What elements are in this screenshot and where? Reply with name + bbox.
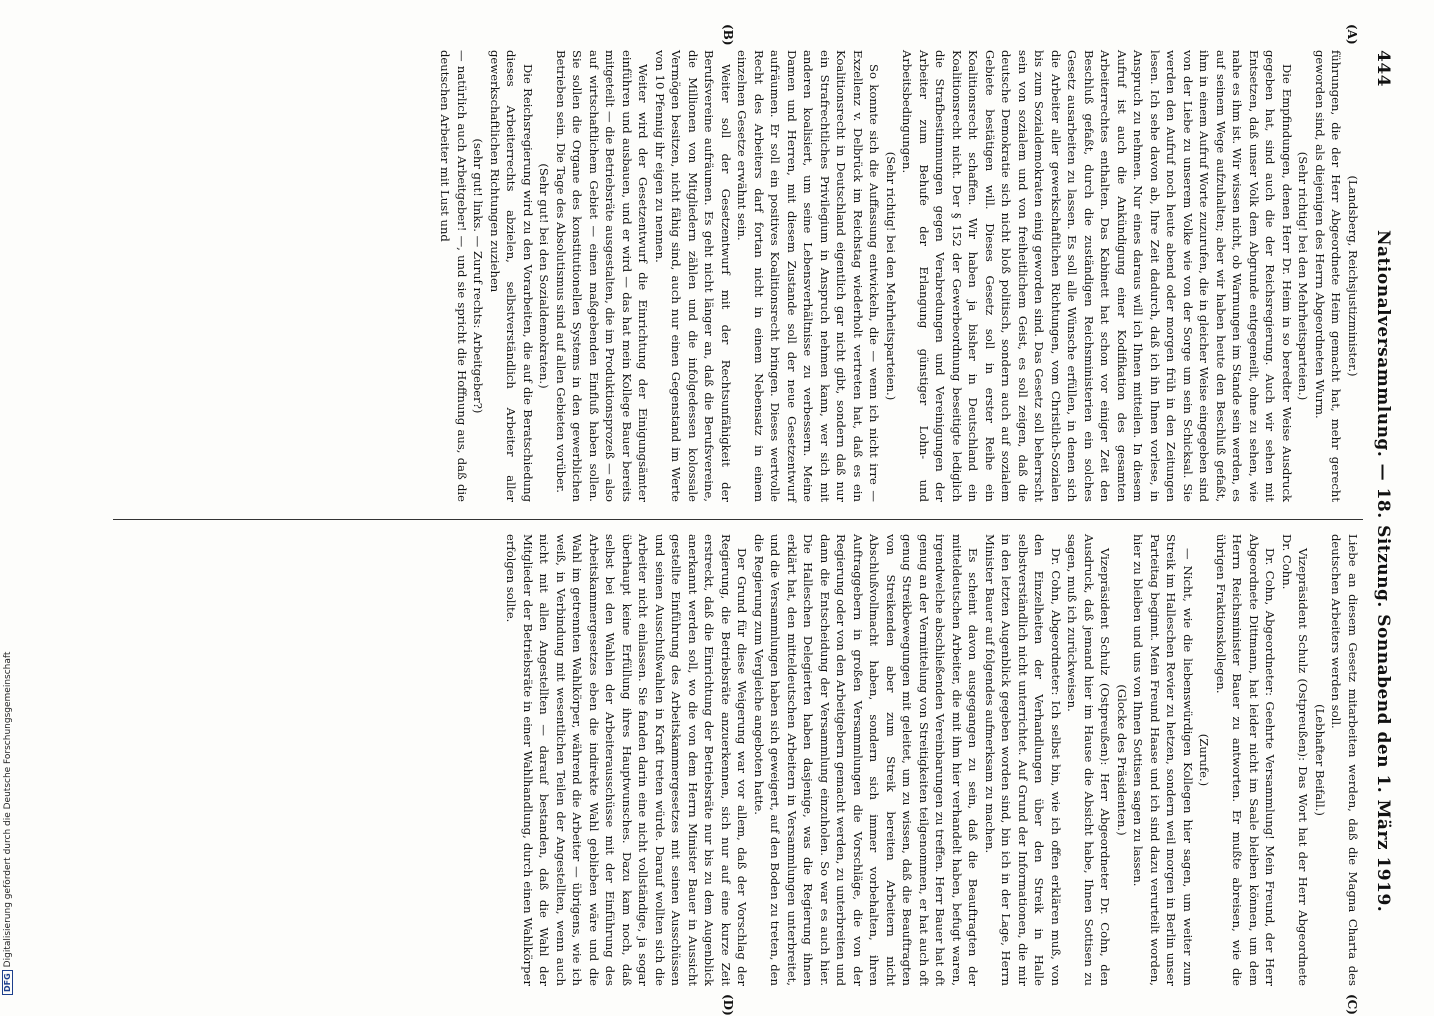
- page-title: Nationalversammlung. — 18. Sitzung. Sonnabend den 1. März 1919.: [1373, 230, 1393, 913]
- paragraph: Dr. Cohn, Abgeordneter: Ich selbst bin, wie ich offen erklären muß, von den Einzelheiten der Verhandlungen über den Streik in Halle selbstverständlich nicht unterrichtet. Auf Grund der Informationen, die mir in den letzten Augenblick gegeben worden sind, bin ich in der Lage, Herrn Minister Bauer auf folgendes aufmerksam zu machen.: [983, 534, 1063, 986]
- dfg-logo: DFG: [2, 970, 13, 995]
- paragraph: (Glocke des Präsidenten.): [1115, 684, 1129, 836]
- margin-mark-c: (C): [1345, 994, 1359, 1015]
- paragraph: (sehr gut! links. — Zuruf rechts: Arbeitgeber?): [471, 138, 486, 414]
- paragraph: Weiter soll der Gesetzentwurf mit der Rechtsunfähigkeit der Berufsvereine aufräumen. Es geht nicht länger an, daß die Berufsvereine, die Millionen von Mitgliedern zählen und die infolgedessen kolossale Vermögen besitzen, nicht fähig sind, auch nur einen Gegenstand im Werte von 10 Pfennig ihr eigen zu nennen.: [653, 50, 733, 502]
- margin-mark-a: (A): [1345, 24, 1359, 45]
- paragraph: (Sehr gut! bei den Sozialdemokraten.): [537, 163, 552, 389]
- paragraph: (Landsberg, Reichsjustizminister.): [1346, 175, 1360, 377]
- paragraph: — natürlich auch Arbeitgeber! —, und sie spricht die Hoffnung aus, daß die deutschen Arbeiter mit Lust und: [438, 50, 469, 502]
- paragraph: Der Grund für diese Weigerung war vor allem, daß der Vorschlag der Regierung, die Betriebsräte anzuerkennen, sich nur auf eine kurze Zeit erstreckt, daß die Einrichtung der Betriebsräte nur bis zu dem Augenblick anerkannt werden soll, wo die von dem Herrn Minister Bauer in Aussicht gestellte Einführung des Arbeitskammergesetzes mit seinen Ausschüssen und seinen Ausschußwahlen in Kraft treten würde. Darauf wollten sich die Arbeiter nicht einlassen. Sie fanden darin eine nicht vollständige, ja sogar überhaupt keine Erfüllung ihres Hauptwunsches. Dazu kam noch, daß selbst bei den Wahlen der Arbeiterausschüsse mit der Einführung des Arbeitskammergesetzes eben die indirekte Wahl geblieben wäre und die Wahl im getrennten Wahlkörper, während die Arbeiter — übrigens, wie ich weiß, in Verbindung mit wesentlichen Teilen der Angestellten, wenn auch nicht mit allen Angestellten — darauf bestanden, daß die Wahl der Mitglieder der Betriebsräte in einer Wahlhandlung, durch einen Wahlkörper erfolgen sollte.: [504, 534, 750, 986]
- paragraph: Liebe an diesem Gesetz mitarbeiten werden, daß die Magna Charta des deutschen Arbeiters werden soll.: [1329, 534, 1360, 986]
- paragraph: (Lebhafter Beifall.): [1313, 704, 1327, 816]
- page-number: 444: [1373, 50, 1393, 87]
- paragraph: (Zurufe.): [1197, 733, 1212, 787]
- paragraph: Die Empfindungen, denen Herr Dr. Heim in so beredter Weise Ausdruck gegeben hat, sind auch die der Reichsregierung. Auch wir sehen mit Entsetzen, daß unser Volk dem Abgrunde entgegeneilt, ohne zu sehen, wie nahe es ihm ist. Wir wissen nicht, ob Warnungen im Stande sein werden, es auf seinem Wege aufzuhalten; aber wir haben heute den Beschluß gefaßt, ihm in einem Aufruf Worte zuzurufen, die in gleicher Weise eingegeben sind von der Liebe zu unserem Volke wie von der Sorge um sein Schicksal. Sie werden den Aufruf noch heute abend oder morgen früh in den Zeitungen lesen. Ich sehe davon ab, Ihre Zeit dadurch, daß ich ihn Ihnen vorlese, in Anspruch zu nehmen. Nur eines daraus will ich Ihnen mitteilen. In diesem Aufruf ist auch die Ankündigung einer Kodifikation des gesamten Arbeiterrechtes enthalten. Das Kabinett hat schon vor einiger Zeit den Beschluß gefaßt, durch die zuständigen Reichsministerien ein solches Gesetz ausarbeiten zu lassen. Es soll alle Wünsche erfüllen, in denen sich die Arbeiter aller gewerkschaftlichen Richtungen, vom Christlich-Sozialen bis zum Sozialdemokraten einig geworden sind. Das Gesetz soll beherrscht sein von sozialem und von freiheitlichem Geist, es soll zeigen, daß die deutsche Demokratie sich nicht bloß politisch, sondern auch auf sozialem Gebiete bestätigen will. Dieses Gesetz soll in erster Reihe ein Koalitionsrecht schaffen. Wir haben ja bisher in Deutschland ein Koalitionsrecht nicht. Der § 152 der Gewerbeordnung beseitigte lediglich die Strafbestimmungen gegen Verabredungen und Vereinigungen der Arbeiter zum Behufe der Erlangung günstiger Lohn- und Arbeitsbedingungen.: [900, 50, 1294, 502]
- paragraph: So konnte sich die Auffassung entwickeln, die — wenn ich nicht irre — Exzellenz v. Delbrück im Reichstag wiederholt vertreten hat, daß es ein Koalitionsrecht in Deutschland eigentlich gar nicht gibt, sondern daß nur ein Strafrechtliches Privilegium in Anspruch nehmen kann, wer sich mit anderen koalisiert, um seine Lebensverhältnisse zu verbessern. Meine Damen und Herren, mit diesem Zustande soll der neue Gesetzentwurf aufräumen. Er soll ein positives Koalitionsrecht bringen. Dieses wertvolle Recht des Arbeiters darf fortan nicht in einem Nebensatz in einem einzelnen Gesetze erwähnt sein.: [735, 50, 882, 502]
- paragraph: (Sehr richtig! bei den Mehrheitsparteien.): [1296, 151, 1311, 401]
- paragraph: Vizepräsident Schulz (Ostpreußen): Das Wort hat der Herr Abgeordnete Dr. Cohn.: [1280, 534, 1311, 986]
- side-note: [2, 652, 13, 995]
- right-column: [503, 534, 1361, 986]
- margin-mark-b: (B): [721, 24, 735, 46]
- side-note-text: Digitalisierung gefördert durch die Deutsche Forschungsgemeinschaft: [3, 651, 13, 968]
- paragraph: führungen, die der Herr Abgeordnete Heim gemacht hat, mehr gerecht geworden sind, als diejenigen des Herrn Abgeordneten Wurm.: [1313, 50, 1344, 502]
- rotated-page: [75, 24, 1395, 1016]
- paragraph: Dr. Cohn, Abgeordneter: Geehrte Versammlung! Mein Freund, der Herr Abgeordnete Dittmann, hat leider nicht im Saale bleiben können, um dem Herrn Reichsminister Bauer zu antworten. Er mußte abreisen, wie die übrigen Fraktionskollegen.: [1214, 534, 1278, 986]
- margin-mark-d: (D): [721, 994, 735, 1016]
- paragraph: Vizepräsident Schulz (Ostpreußen): Herr Abgeordneter Dr. Cohn, den Ausdruck, daß jemand hier im Hause die Absicht habe, Ihnen Sottisen zu sagen, muß ich zurückweisen.: [1065, 534, 1113, 986]
- paragraph: Die Reichsregierung wird zu den Vorarbeiten, die auf die Beratschiedung dieses Arbeiterrechts abzielen, selbstverständlich Arbeiter aller gewerkschaftlichen Richtungen zuziehen: [488, 50, 535, 502]
- paragraph: Weiter wird der Gesetzentwurf die Einrichtung der Einigungsämter einführen und ausbauen, und er wird — das hat mein Kollege Bauer bereits mitgeteilt — die Betriebsräte ausgestalten, die im Produktionsprozeß — also auf wirtschaftlichem Gebiet — einen maßgebenden Einfluß haben sollen. Sie sollen die Organe des konstitutionellen Systems in den gewerblichen Betrieben sein. Die Tage des Absolutismus sind auf allen Gebieten vorüber.: [554, 50, 651, 502]
- paragraph: (Sehr richtig! bei den Mehrheitsparteien.): [884, 151, 898, 401]
- column-divider: [113, 519, 1363, 520]
- paragraph: Es scheint davon ausgegangen zu sein, daß die Beauftragten der mitteldeutschen Arbeiter, die mit ihm hier verhandelt haben, befugt waren, irgendwelche abschließenden Vereinbarungen zu treffen. Herr Bauer hat oft genug an der Vermittelung von Streitigkeiten teilgenommen, er hat auch oft genug Streikbewegungen mit geleitet, um zu wissen, daß die Beauftragten von Streikenden aber zum Streik bereiten Arbeitern nicht Abschlußvollmacht haben, sondern sich immer vorbehalten, ihren Auftraggebern in großen Versammlungen die Vorschläge, die von der Regierung oder von den Arbeitgebern gemacht werden, zu unterbreiten und dann die Entscheidung der Versammlung einzuholen. So war es auch hier. Die Halleschen Delegierten haben dasjenige, was die Regierung ihnen erklärt hat, den mitteldeutschen Arbeitern in Versammlungen unterbreitet, und die Versammlungen haben sich geweigert, auf den Boden zu treten, den die Regierung zum Vergleiche angeboten hatte.: [752, 534, 981, 986]
- paragraph: — Nicht, wie die liebenswürdigen Kollegen hier sagen, um weiter zum Streik im Halleschen Revier zu hetzen, sondern weil morgen in Berlin unser Parteitag beginnt. Mein Freund Haase und ich sind dazu verurteilt worden, hier zu bleiben und uns von Ihnen Sottisen sagen zu lassen.: [1131, 534, 1195, 986]
- page-header: [1365, 50, 1395, 990]
- left-column: [437, 50, 1361, 502]
